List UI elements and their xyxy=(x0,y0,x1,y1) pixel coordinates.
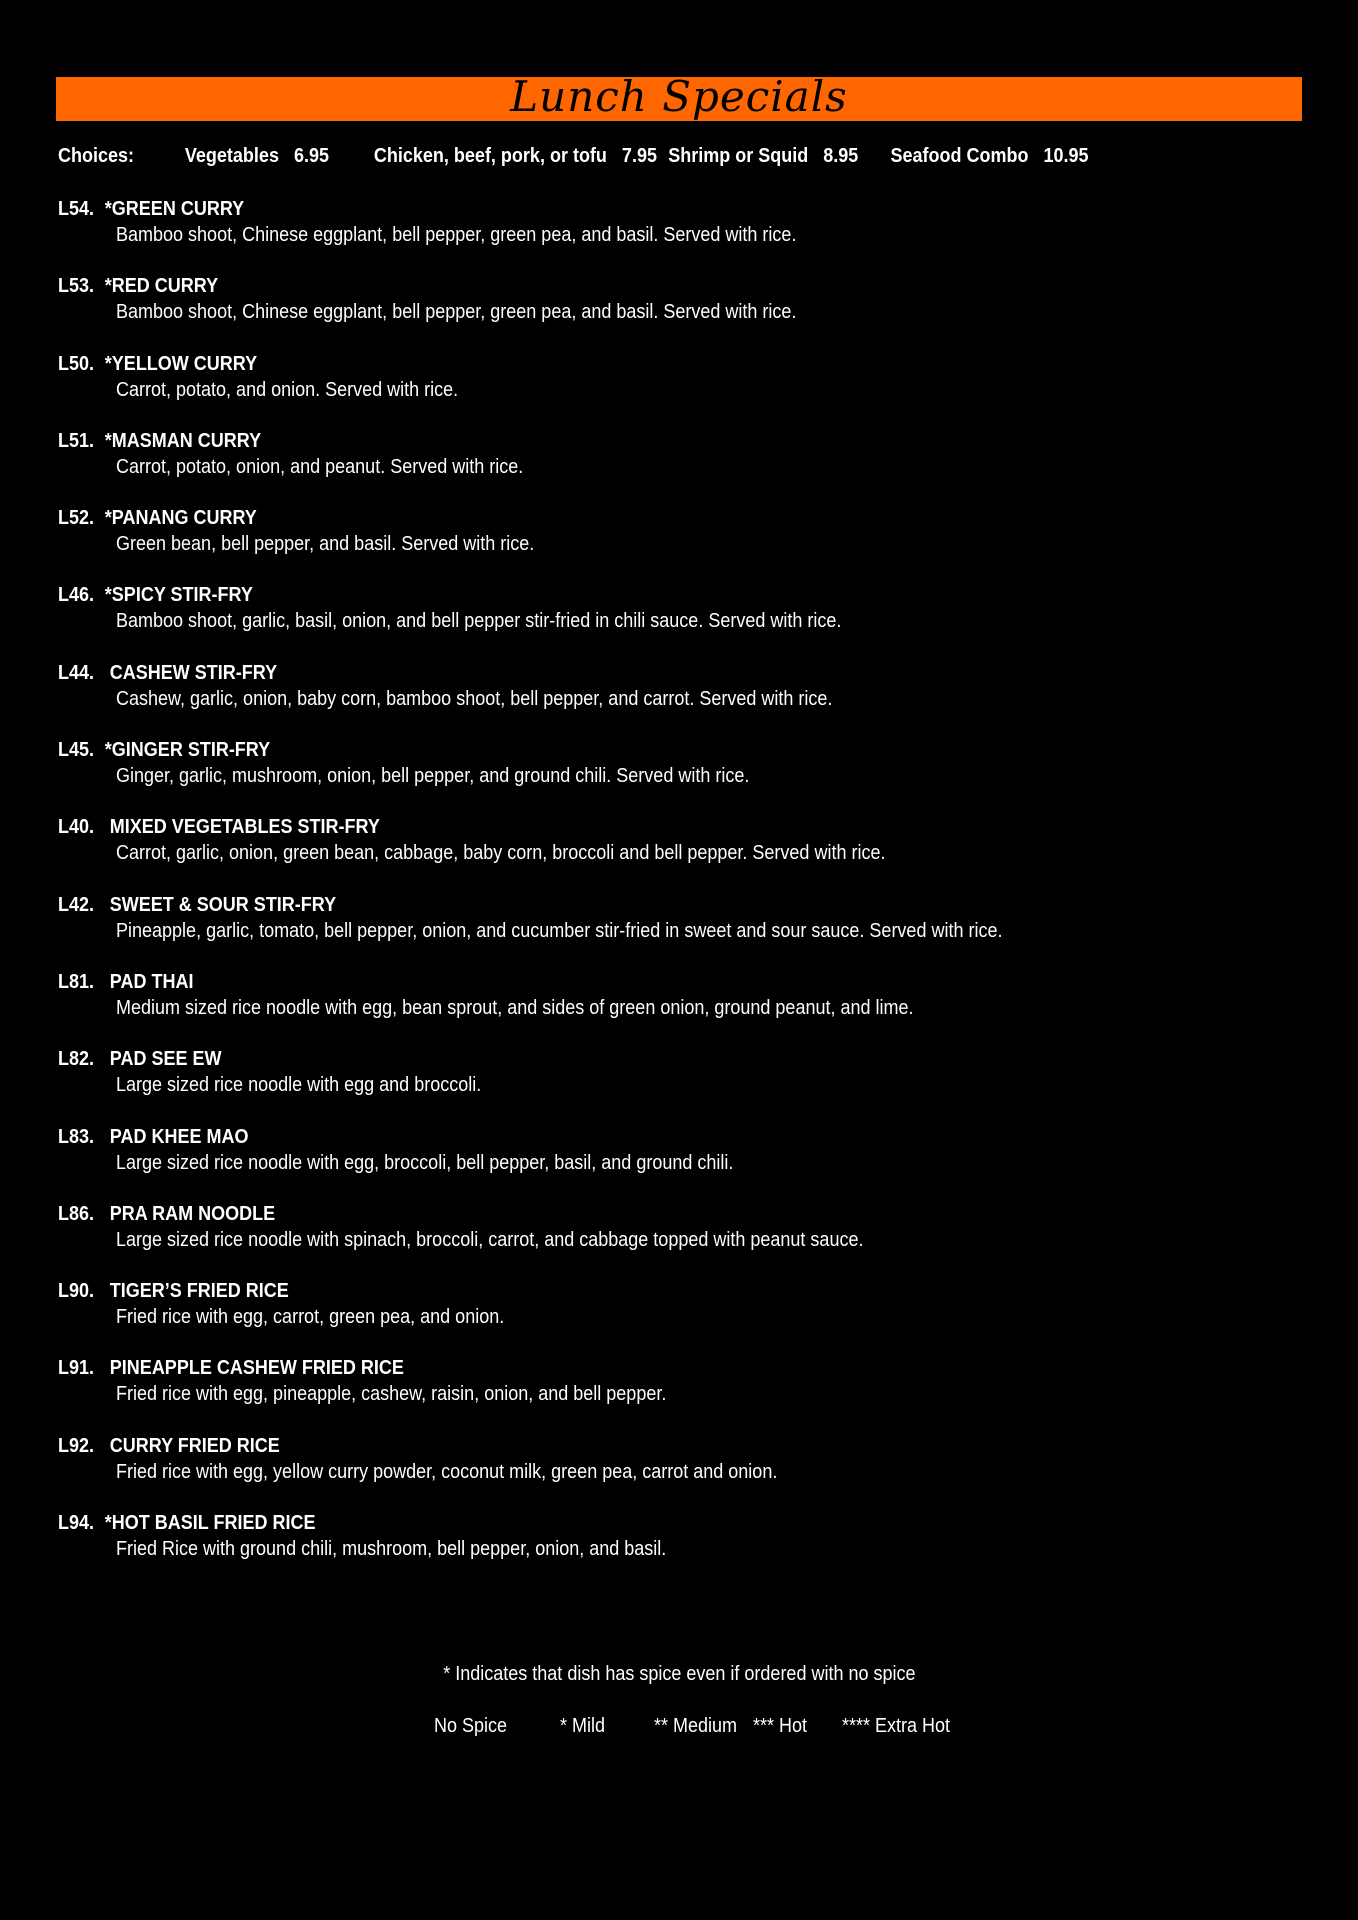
item-name: *PANANG CURRY xyxy=(104,507,257,530)
choice-shrimp-squid: Shrimp or Squid 8.95 xyxy=(668,145,859,167)
item-code: L53. xyxy=(58,275,95,298)
item-description: Bamboo shoot, garlic, basil, onion, and bell pepper stir-fried in chili sauce. Served with rice. xyxy=(116,610,842,633)
menu-item xyxy=(58,1510,1298,1587)
item-code: L91. xyxy=(58,1357,95,1380)
item-code: L45. xyxy=(58,739,95,762)
item-name: CURRY FRIED RICE xyxy=(104,1434,280,1457)
item-heading xyxy=(58,505,1174,531)
spice-level-legend xyxy=(434,1715,1034,1743)
item-name: *MASMAN CURRY xyxy=(104,429,262,452)
item-code: L46. xyxy=(58,584,95,607)
item-heading xyxy=(58,1046,1174,1072)
item-description: Large sized rice noodle with spinach, broccoli, carrot, and cabbage topped with peanut sauce. xyxy=(116,1228,864,1251)
choices-row xyxy=(58,145,1172,173)
spice-note xyxy=(0,1663,1358,1686)
menu-item xyxy=(58,1355,1298,1432)
item-name: CASHEW STIR-FRY xyxy=(104,661,278,684)
item-heading xyxy=(58,1278,1174,1304)
item-heading xyxy=(58,737,1174,763)
item-description: Medium sized rice noodle with egg, bean sprout, and sides of green onion, ground peanut, and lime. xyxy=(116,996,914,1019)
menu-item xyxy=(58,428,1298,505)
item-heading xyxy=(58,1124,1174,1150)
item-description: Carrot, potato, and onion. Served with rice. xyxy=(116,378,459,401)
menu-list xyxy=(58,196,1298,1587)
item-description: Green bean, bell pepper, and basil. Served with rice. xyxy=(116,533,535,556)
choice-chicken-beef-pork-tofu: Chicken, beef, pork, or tofu 7.95 xyxy=(373,145,657,167)
menu-item xyxy=(58,196,1298,273)
item-heading xyxy=(58,351,1174,377)
item-description: Cashew, garlic, onion, baby corn, bamboo shoot, bell pepper, and carrot. Served with rice. xyxy=(116,687,833,710)
item-name: *SPICY STIR-FRY xyxy=(104,584,253,607)
item-name: SWEET & SOUR STIR-FRY xyxy=(104,893,337,916)
item-name: *RED CURRY xyxy=(104,275,219,298)
item-heading xyxy=(58,1510,1174,1536)
item-name: PAD KHEE MAO xyxy=(104,1125,249,1148)
menu-item xyxy=(58,1278,1298,1355)
item-heading xyxy=(58,273,1174,299)
item-name: TIGER’S FRIED RICE xyxy=(104,1280,289,1303)
item-code: L94. xyxy=(58,1512,95,1535)
choice-seafood-combo: Seafood Combo 10.95 xyxy=(890,145,1089,167)
item-code: L50. xyxy=(58,352,95,375)
item-heading xyxy=(58,814,1174,840)
menu-item xyxy=(58,660,1298,737)
item-code: L90. xyxy=(58,1280,95,1303)
item-description: Ginger, garlic, mushroom, onion, bell pepper, and ground chili. Served with rice. xyxy=(116,765,750,788)
item-code: L51. xyxy=(58,429,95,452)
menu-item xyxy=(58,1201,1298,1278)
menu-item xyxy=(58,1046,1298,1123)
item-description: Carrot, garlic, onion, green bean, cabbage, baby corn, broccoli and bell pepper. Served with rice. xyxy=(116,842,886,865)
item-description: Pineapple, garlic, tomato, bell pepper, onion, and cucumber stir-fried in sweet and sour sauce. Served with rice. xyxy=(116,919,1003,942)
title-bar xyxy=(56,72,1302,121)
item-name: PAD SEE EW xyxy=(104,1048,222,1071)
item-code: L54. xyxy=(58,198,95,220)
item-heading xyxy=(58,660,1174,686)
item-name: *YELLOW CURRY xyxy=(104,352,258,375)
item-code: L81. xyxy=(58,970,95,993)
item-description: Fried Rice with ground chili, mushroom, bell pepper, onion, and basil. xyxy=(116,1538,667,1561)
item-name: *GINGER STIR-FRY xyxy=(104,739,271,762)
item-description: Large sized rice noodle with egg, broccoli, bell pepper, basil, and ground chili. xyxy=(116,1151,734,1174)
spice-level-hot: *** Hot xyxy=(753,1715,808,1737)
menu-item xyxy=(58,1433,1298,1510)
spice-level-mild: * Mild xyxy=(560,1715,606,1737)
item-code: L86. xyxy=(58,1202,95,1225)
menu-item xyxy=(58,737,1298,814)
menu-item xyxy=(58,814,1298,891)
item-name: PRA RAM NOODLE xyxy=(104,1202,276,1225)
item-heading xyxy=(58,428,1174,454)
item-description: Fried rice with egg, yellow curry powder, coconut milk, green pea, carrot and onion. xyxy=(116,1460,778,1483)
menu-item xyxy=(58,505,1298,582)
item-heading xyxy=(58,1201,1174,1227)
item-heading xyxy=(58,196,1174,222)
item-name: PAD THAI xyxy=(104,970,194,993)
spice-note-text: * Indicates that dish has spice even if ordered with no spice xyxy=(442,1663,916,1685)
spice-level-none: No Spice xyxy=(434,1715,508,1737)
item-heading xyxy=(58,1433,1174,1459)
choices-label: Choices: xyxy=(58,145,135,167)
menu-item xyxy=(58,582,1298,659)
menu-item xyxy=(58,351,1298,428)
item-heading xyxy=(58,892,1174,918)
item-description: Carrot, potato, onion, and peanut. Served with rice. xyxy=(116,455,524,478)
menu-item xyxy=(58,892,1298,969)
item-code: L52. xyxy=(58,507,95,530)
item-code: L92. xyxy=(58,1434,95,1457)
item-description: Bamboo shoot, Chinese eggplant, bell pepper, green pea, and basil. Served with rice. xyxy=(116,301,797,324)
item-code: L82. xyxy=(58,1048,95,1071)
menu-item xyxy=(58,1124,1298,1201)
choice-vegetables: Vegetables 6.95 xyxy=(184,145,330,167)
item-heading xyxy=(58,582,1174,608)
item-name: *GREEN CURRY xyxy=(104,198,245,220)
item-code: L44. xyxy=(58,661,95,684)
item-description: Bamboo shoot, Chinese eggplant, bell pepper, green pea, and basil. Served with rice. xyxy=(116,224,797,246)
item-code: L40. xyxy=(58,816,95,839)
item-description: Fried rice with egg, pineapple, cashew, raisin, onion, and bell pepper. xyxy=(116,1383,667,1406)
menu-item xyxy=(58,969,1298,1046)
spice-level-medium: ** Medium xyxy=(654,1715,738,1737)
item-name: MIXED VEGETABLES STIR-FRY xyxy=(104,816,380,839)
spice-level-extra-hot: **** Extra Hot xyxy=(842,1715,951,1737)
item-heading xyxy=(58,1355,1174,1381)
item-code: L83. xyxy=(58,1125,95,1148)
item-heading xyxy=(58,969,1174,995)
item-name: PINEAPPLE CASHEW FRIED RICE xyxy=(104,1357,404,1380)
page-title: Lunch Specials xyxy=(510,72,848,121)
item-code: L42. xyxy=(58,893,95,916)
item-name: *HOT BASIL FRIED RICE xyxy=(104,1512,316,1535)
menu-item xyxy=(58,273,1298,350)
item-description: Fried rice with egg, carrot, green pea, and onion. xyxy=(116,1306,505,1329)
item-description: Large sized rice noodle with egg and broccoli. xyxy=(116,1074,482,1097)
